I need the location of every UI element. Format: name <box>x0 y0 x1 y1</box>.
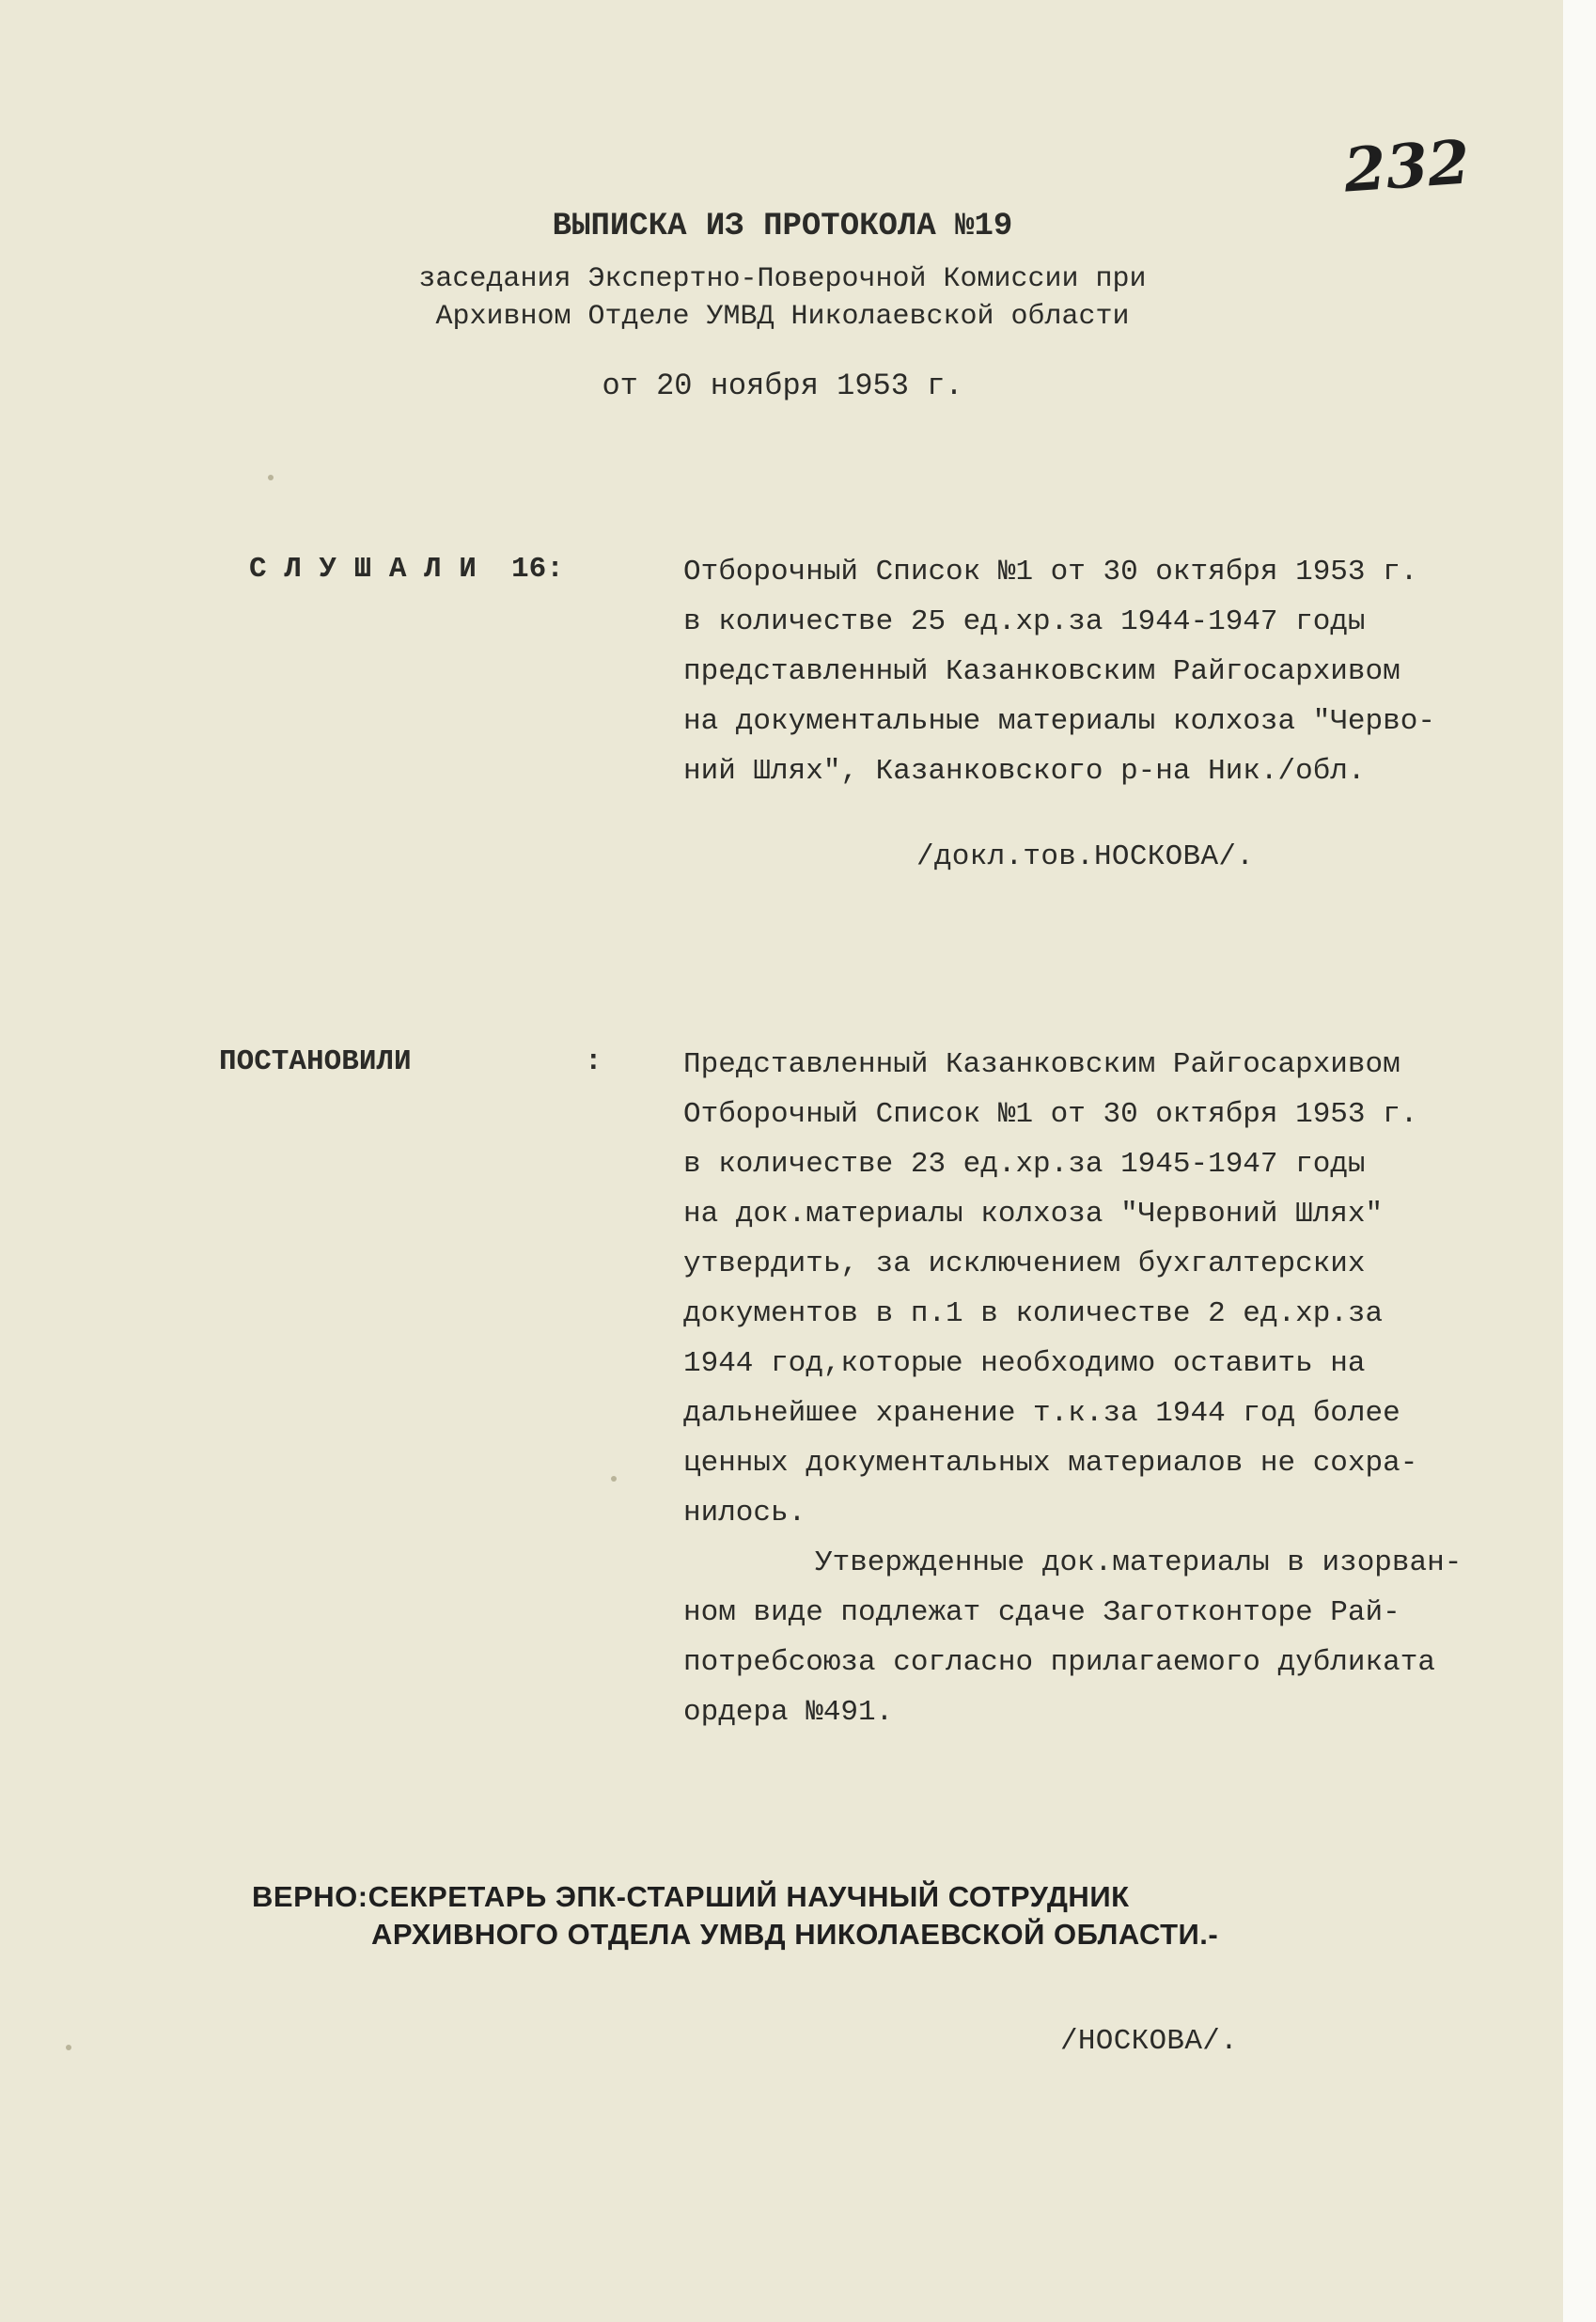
resolved-line: Представленный Казанковским Райгосархивом <box>683 1048 1400 1081</box>
heard-line: представленный Казанковским Райгосархивом <box>683 655 1400 688</box>
heard-reporter: /докл.тов.НОСКОВА/. <box>916 840 1255 873</box>
resolved-line: Утвержденные док.материалы в изорван- <box>815 1546 1463 1579</box>
heard-line: Отборочный Список №1 от 30 октября 1953 г. <box>683 556 1418 588</box>
certification-line-1: ВЕРНО:СЕКРЕТАРЬ ЭПК-СТАРШИЙ НАУЧНЫЙ СОТРУДНИК <box>252 1880 1130 1913</box>
document-title: ВЫПИСКА ИЗ ПРОТОКОЛА №19 <box>552 209 1013 244</box>
resolved-line: на док.материалы колхоза "Червоний Шлях" <box>683 1198 1384 1231</box>
resolved-line: в количестве 23 ед.хр.за 1945-1947 годы <box>683 1148 1366 1181</box>
heard-line: в количестве 25 ед.хр.за 1944-1947 годы <box>683 605 1366 638</box>
heard-line: ний Шлях", Казанковского р-на Ник./обл. <box>683 755 1366 788</box>
resolved-colon: : <box>585 1045 602 1078</box>
resolved-line: ценных документальных материалов не сохра- <box>683 1447 1418 1480</box>
heard-line: на документальные материалы колхоза "Черво- <box>683 705 1435 738</box>
resolved-line: ордера №491. <box>683 1696 894 1729</box>
resolved-line: 1944 год,которые необходимо оставить на <box>683 1347 1366 1380</box>
page-edge <box>1563 0 1596 2322</box>
paper-speck <box>268 475 274 480</box>
resolved-line: дальнейшее хранение т.к.за 1944 год более <box>683 1397 1400 1430</box>
resolved-line: утвердить, за исключением бухгалтерских <box>683 1247 1366 1280</box>
document-date: от 20 ноября 1953 г. <box>602 369 963 403</box>
resolved-line: Отборочный Список №1 от 30 октября 1953 г. <box>683 1098 1418 1131</box>
signatory-name: /НОСКОВА/. <box>1060 2025 1239 2058</box>
resolved-text <box>683 1040 1548 1737</box>
paper-speck <box>66 2045 71 2050</box>
heard-text <box>683 547 1548 796</box>
certification-line-2: АРХИВНОГО ОТДЕЛА УМВД НИКОЛАЕВСКОЙ ОБЛАСТИ.- <box>371 1918 1219 1951</box>
heard-label: С Л У Ш А Л И 16: <box>249 553 564 586</box>
resolved-line: потребсоюза согласно прилагаемого дубликата <box>683 1646 1435 1679</box>
resolved-label: ПОСТАНОВИЛИ <box>219 1045 412 1078</box>
resolved-line: ном виде подлежат сдаче Заготконторе Рай- <box>683 1596 1400 1629</box>
paper-speck <box>611 1476 617 1482</box>
resolved-line: документов в п.1 в количестве 2 ед.хр.за <box>683 1297 1384 1330</box>
page-number: 232 <box>1341 127 1473 207</box>
resolved-line: нилось. <box>683 1497 806 1530</box>
subtitle-line-1: заседания Экспертно-Поверочной Комиссии при <box>418 263 1147 295</box>
subtitle-line-2: Архивном Отделе УМВД Николаевской области <box>435 301 1130 333</box>
